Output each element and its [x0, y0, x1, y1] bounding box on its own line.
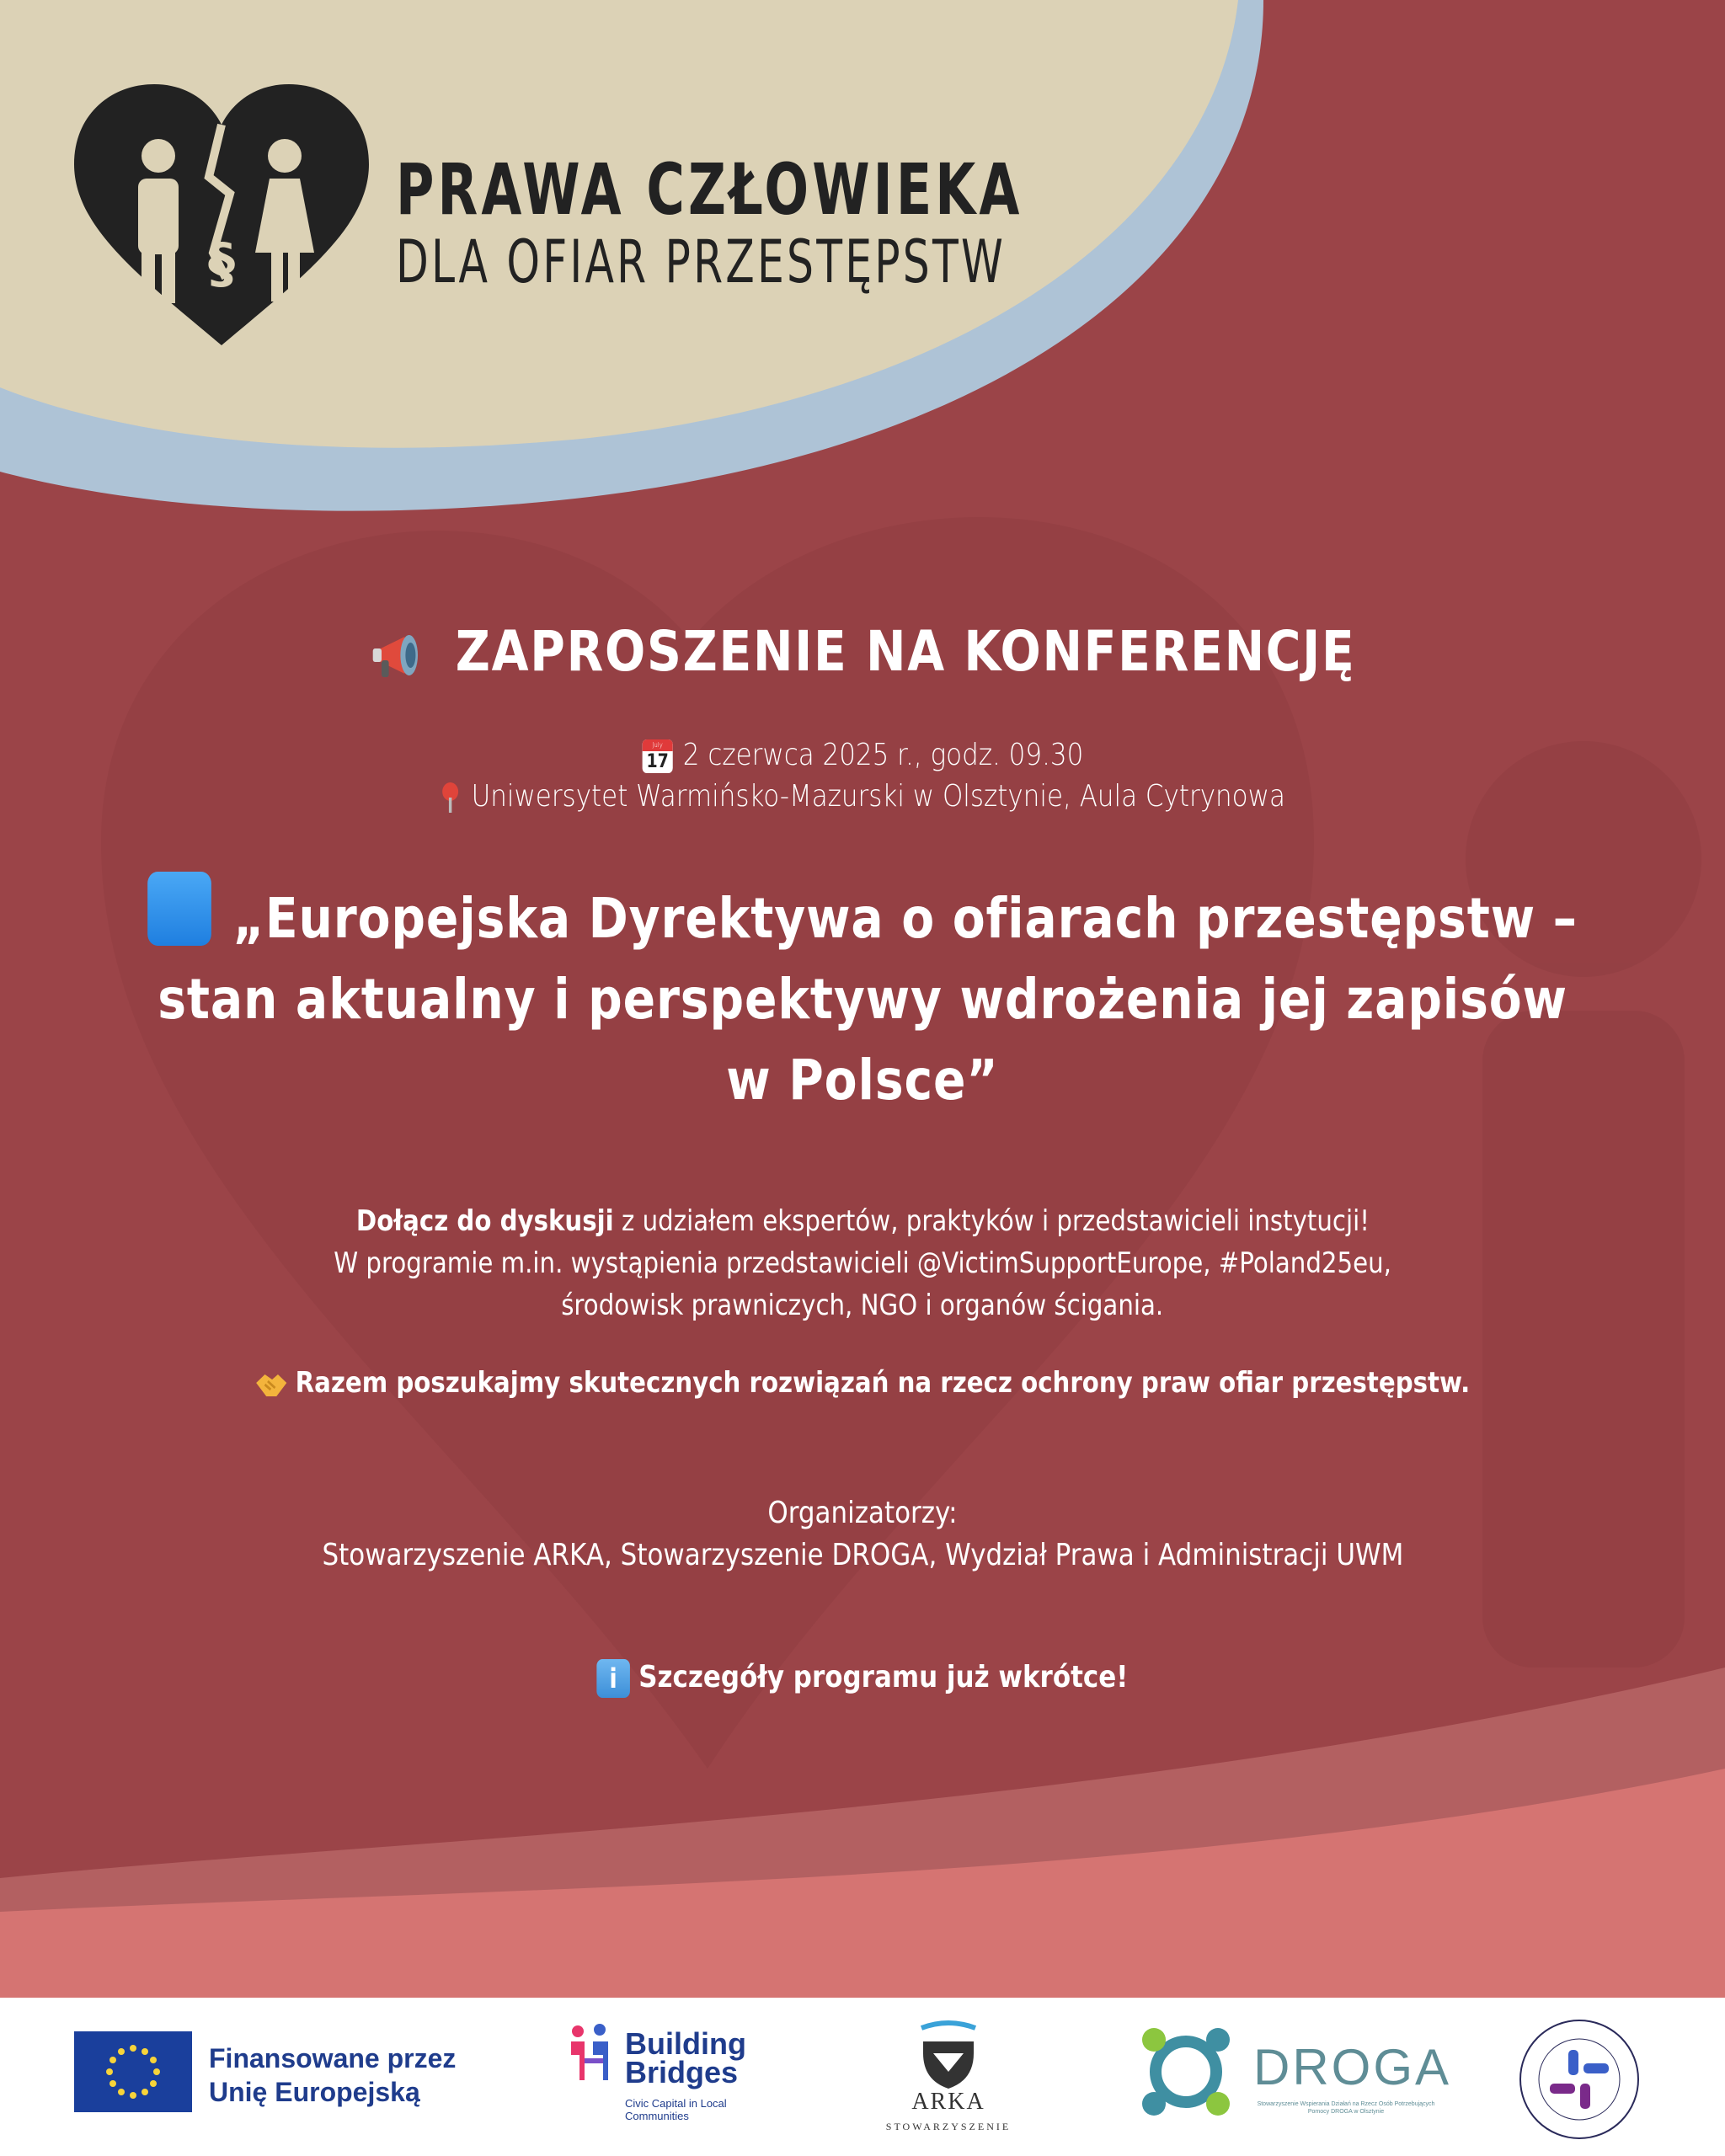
title-line-3: w Polsce” — [726, 1048, 999, 1113]
building-bridges-text: Building Bridges — [625, 2026, 746, 2089]
background-figures-watermark — [101, 517, 1701, 1769]
program-line: W programie m.in. wystąpienia przedstawicieli @VictimSupportEurope, #Poland25eu, — [334, 1246, 1391, 1280]
svg-text:§: § — [208, 233, 235, 296]
details-line — [0, 1659, 1725, 1698]
organizers-label: Organizatorzy: — [767, 1496, 958, 1530]
together-text: Razem poszukajmy skutecznych rozwiązań na rzecz ochrony praw ofiar przestępstw. — [295, 1366, 1471, 1400]
footer-logos — [0, 1998, 1725, 2156]
droga-name: DROGA — [1253, 2039, 1452, 2095]
join-discussion-bold: Dołącz do dyskusji — [355, 1204, 614, 1238]
invitation-heading — [0, 619, 1725, 684]
calendar-month: July — [642, 739, 672, 751]
brand-title: PRAWA CZŁOWIEKA — [396, 148, 1023, 231]
building-bridges-subtitle: Civic Capital in Local Communities — [625, 2097, 727, 2122]
handshake-icon — [255, 1368, 289, 1401]
description-paragraph — [0, 1200, 1725, 1326]
event-date: 2 czerwca 2025 r., godz. 09.30 — [682, 738, 1083, 772]
organizers-value: Stowarzyszenie ARKA, Stowarzyszenie DROGA, Wydział Prawa i Administracji UWM — [322, 1538, 1403, 1572]
invitation-heading-text: ZAPROSZENIE NA KONFERENCJĘ — [455, 619, 1356, 684]
info-icon: i — [596, 1659, 630, 1698]
event-date-line — [0, 738, 1725, 773]
event-place-line — [0, 779, 1725, 814]
blue-square-icon — [147, 872, 211, 946]
calendar-icon — [642, 739, 672, 773]
building-bridges-logo-icon — [566, 2021, 617, 2089]
eu-funding-text: Finansowane przez Unię Europejską — [209, 2043, 457, 2107]
uwm-faculty-seal-icon — [1516, 2016, 1642, 2143]
broken-heart-logo-icon — [74, 84, 369, 354]
conference-title — [0, 872, 1725, 1121]
details-text: Szczegóły programu już wkrótce! — [638, 1660, 1129, 1694]
eu-flag-icon — [74, 2031, 192, 2112]
join-discussion-rest: z udziałem ekspertów, praktyków i przedstawicieli instytucji! — [613, 1204, 1370, 1238]
arka-logo-icon — [915, 2020, 982, 2090]
title-line-2: stan aktualny i perspektywy wdrożenia jej zapisów — [158, 967, 1567, 1032]
title-line-1: „Europejska Dyrektywa o ofiarach przestępstw – — [232, 886, 1578, 951]
together-line — [0, 1366, 1725, 1401]
megaphone-icon — [370, 630, 436, 680]
location-pin-icon — [440, 781, 462, 814]
brand-subtitle: DLA OFIAR PRZESTĘPSTW — [396, 227, 1006, 296]
droga-subtitle: Stowarzyszenie Wspierania Działań na Rzecz Osób Potrzebujących Pomocy DROGA w Olsztynie — [1257, 2101, 1435, 2115]
arka-subtitle: STOWARZYSZENIE — [885, 2121, 1012, 2132]
droga-logo-icon — [1135, 2021, 1236, 2122]
calendar-day: 17 — [646, 751, 669, 772]
program-line-2: środowisk prawniczych, NGO i organów ścigania. — [561, 1289, 1164, 1322]
event-place: Uniwersytet Warmińsko-Mazurski w Olsztynie, Aula Cytrynowa — [471, 779, 1286, 814]
arka-name: ARKA — [911, 2089, 985, 2115]
